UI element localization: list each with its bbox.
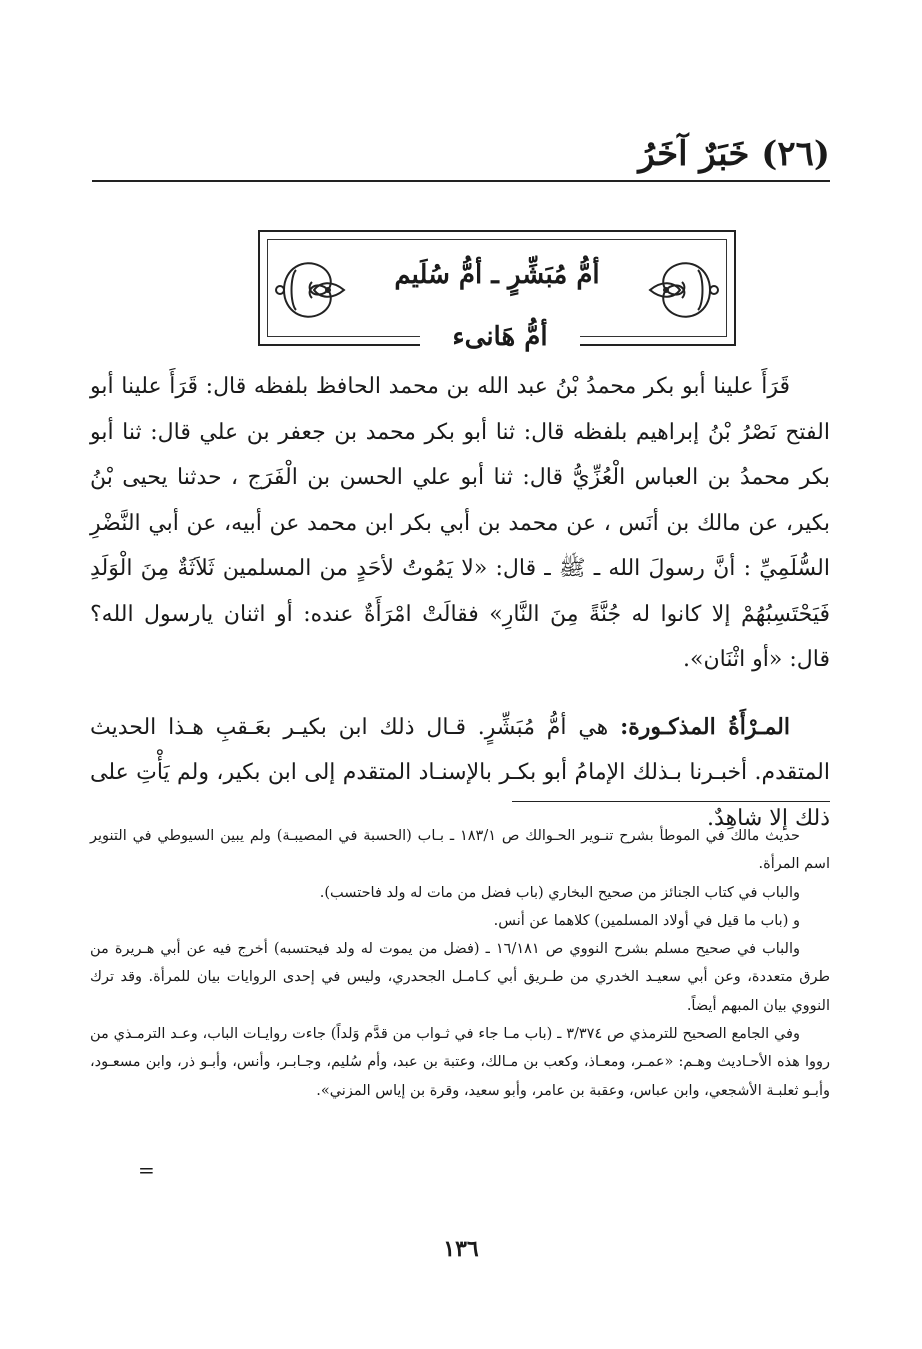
paragraph-label: المـرْأَةُ المذكـورة: <box>620 713 790 740</box>
section-title-line-2: أمُّ هَانىء <box>420 322 580 352</box>
footnote-line: حديث مالك في الموطأ بشرح تنـوير الحـوالك ص ١٨٣/١ ـ بـاب (الحسبة في المصيبـة) ولم يبين السيوطي في التنوير اسم المرأة. <box>90 828 830 873</box>
paragraph-hadith: قَرَأَ علينا أبو بكر محمدُ بْنُ عبد الله بن محمد الحافظ بلفظه قال: قَرَأَ علينا أبو الفتح نَصْرُ بْنُ إبراهيم بلفظه قال: ثنا أبو بكر محمد بن جعفر بن علي قال: ثنا أبو بكر محمدُ بن العباس الْعُزِّيُّ قال: ثنا أبو علي الحسن بن الْفَرَج ، حدثنا يحيى بْنُ بكير، عن مالك بن أنَس ، عن محمد بن أبي بكر ابن محمد عن أبيه، عن أبي النَّضْرِ السُّلَمِيِّ : أنَّ رسولَ الله ـ ﷺ ـ قال: «لا يَمُوتُ لأحَدٍ من المسلمين ثَلاَثَةٌ مِنَ الْوَلَدِ فَيَحْتَسِبُهُمْ إلا كانوا له جُنَّةً مِنَ النَّارِ» فقالَتْ امْرَأَةٌ عنده: أو اثنان يارسول الله؟ قال: «أو اثْنَان». <box>90 374 831 672</box>
footnote-line: و (باب ما قيل في أولاد المسلمين) كلاهما عن أنس. <box>493 912 800 929</box>
footnote-line: والباب في صحيح مسلم بشرح النووي ص ١٦/١٨١ ـ (فضل من يموت له ولد فيحتسبه) أخرج فيه عن أبي هـريرة من طرق متعددة، وعن أبي سعيـد الخدري من طـريق أبي كـامـل الجحدري، وليس في إحدى الروايات بيان للمرأة. وقد ترك النووي بيان المبهم أيضاً. <box>90 941 830 1014</box>
page-number: ١٣٦ <box>443 1236 479 1262</box>
footnote-separator <box>512 801 830 802</box>
footnote-line: والباب في كتاب الجنائز من صحيح البخاري (باب فضل من مات له ولد فاحتسب). <box>319 884 800 901</box>
footnote-line: وفي الجامع الصحيح للترمذي ص ٣/٣٧٤ ـ (باب مـا جاء في ثـواب من قدَّم وَلداً) جاءت روايـات الباب، وعـد الترمـذي من رووا هذه الأحـاديث وهـم: «عمـر، ومعـاذ، وكعب بن مـالك، وعتبة بن عبد، وأم سُليم، وجـابـر، وأنس، وأبـو ذر، وابن مسعـود، وأبـو ثعلبـة الأشجعي، وابن عباس، وعقبة بن عامر، وأبو سعيد، وقرة بن إياس المزني». <box>90 1026 830 1099</box>
paragraph-woman-identified <box>90 705 830 842</box>
footnotes <box>90 822 830 1105</box>
paragraph-text: هي أمُّ مُبَشِّرٍ. قـال ذلك ابن بكيـر بعَـقبِ هـذا الحديث المتقدم. أخبـرنا بـذلك الإمامُ أبو بكـر بالإسنـاد المتقدم إلى ابن بكير، ولم يَأْتِ على ذلك إلا شاهِدٌ. <box>90 714 830 831</box>
main-text <box>90 364 830 841</box>
continuation-mark: = <box>138 1158 155 1182</box>
chapter-title: (٢٦) خَبَرٌ آخَرُ <box>638 134 830 174</box>
page-header <box>92 118 830 182</box>
section-title-line-1: أمُّ مُبَشِّرٍ ـ أمُّ سُلَيم <box>394 260 600 290</box>
